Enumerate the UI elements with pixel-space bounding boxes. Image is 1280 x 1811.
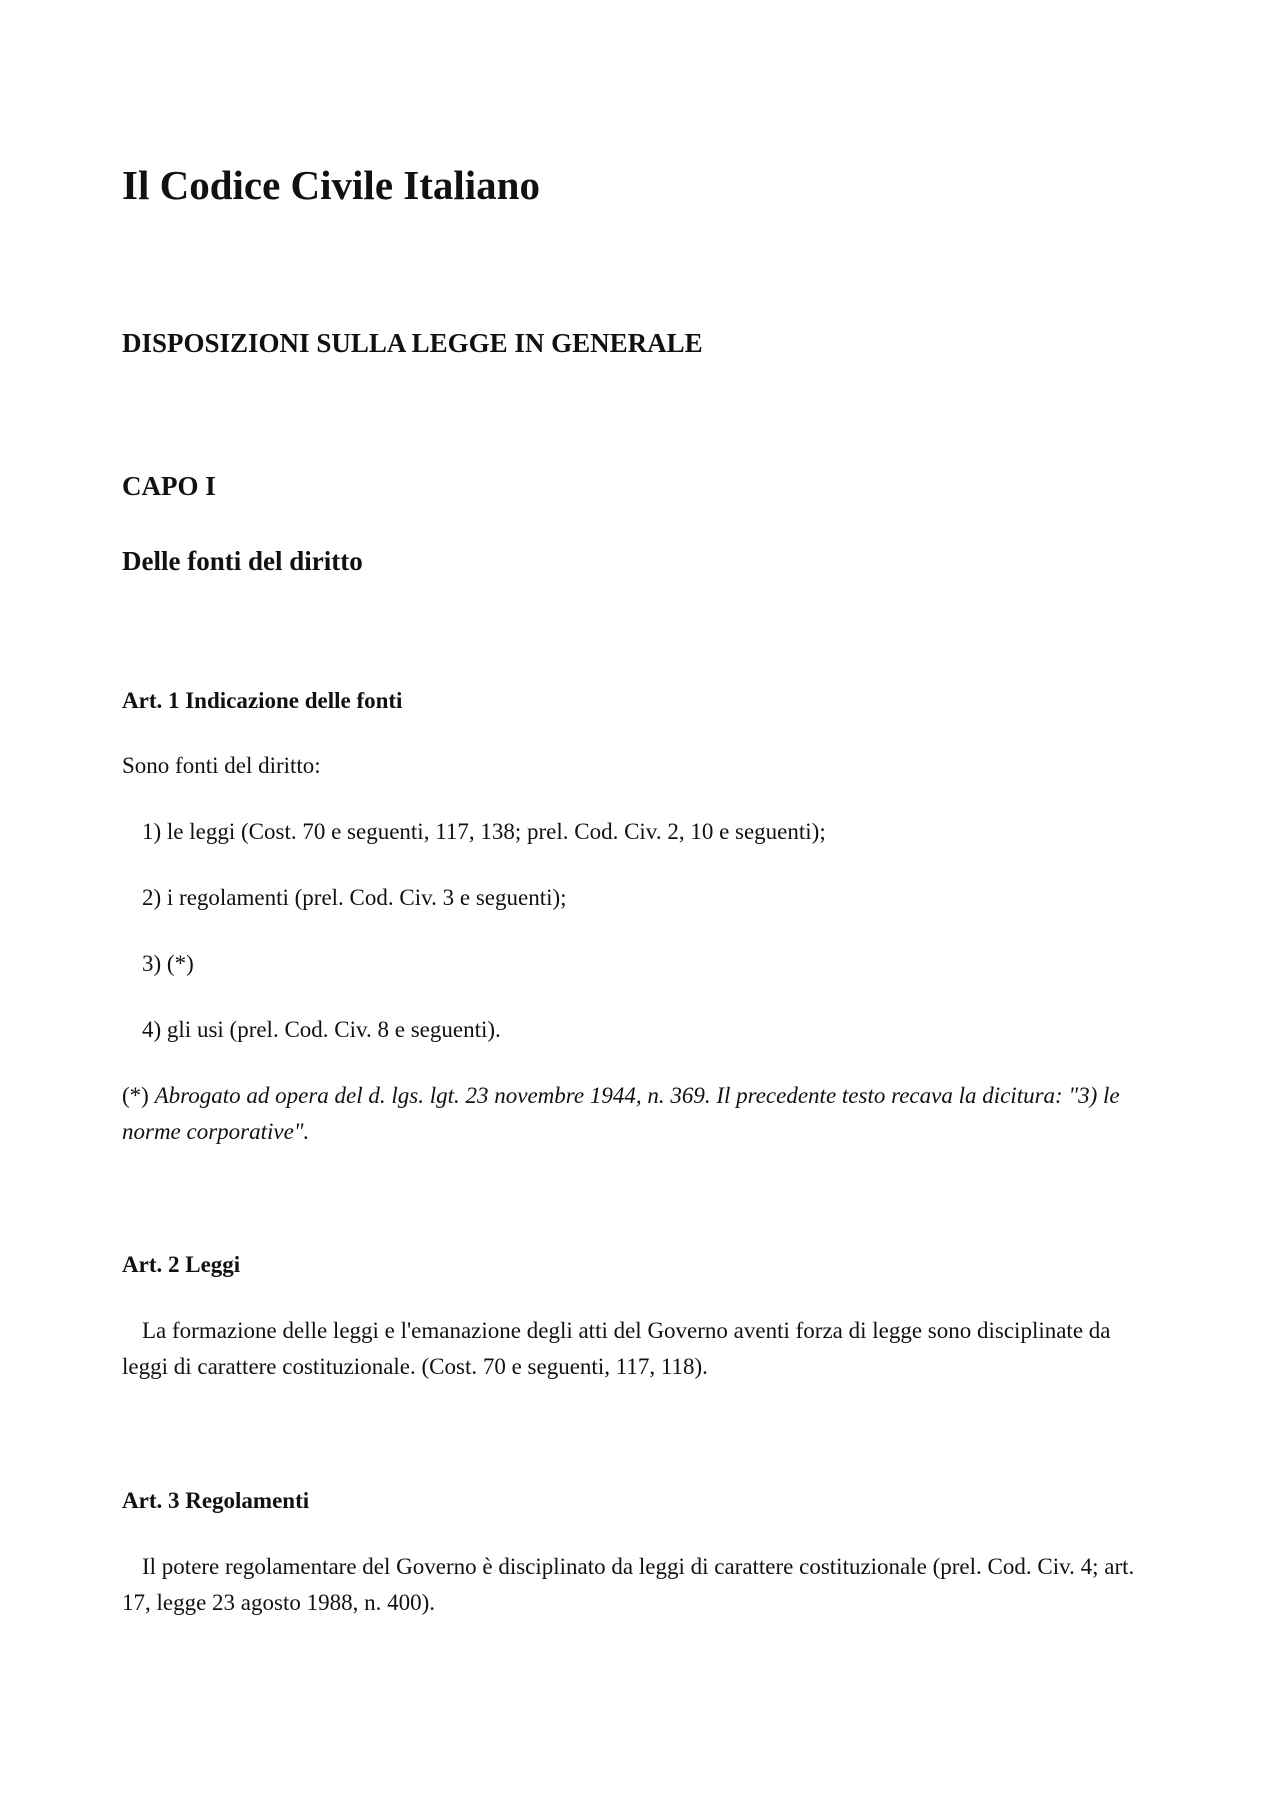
- article-1-item-3: 3) (*): [142, 951, 194, 976]
- section-title: DISPOSIZIONI SULLA LEGGE IN GENERALE: [122, 328, 703, 358]
- article-1-intro: Sono fonti del diritto:: [122, 753, 321, 778]
- chapter-title: Delle fonti del diritto: [122, 546, 363, 576]
- article-1-footnote: [122, 1078, 1142, 1150]
- document-title: Il Codice Civile Italiano: [122, 162, 540, 208]
- article-3-body: Il potere regolamentare del Governo è disciplinato da leggi di carattere costituzionale (prel. Cod. Civ. 4; art. 17, legge 23 agosto 1988, n. 400).: [122, 1554, 1135, 1615]
- article-1-heading: Art. 1 Indicazione delle fonti: [122, 688, 403, 713]
- footnote-text: Abrogato ad opera del d. lgs. lgt. 23 novembre 1944, n. 369. Il precedente testo recava la dicitura: "3) le norme corporative".: [122, 1083, 1120, 1144]
- footnote-marker: (*): [122, 1083, 149, 1108]
- chapter-label: CAPO I: [122, 471, 216, 501]
- article-1-item-2: 2) i regolamenti (prel. Cod. Civ. 3 e seguenti);: [142, 885, 567, 910]
- article-1-item-1: 1) le leggi (Cost. 70 e seguenti, 117, 138; prel. Cod. Civ. 2, 10 e seguenti);: [142, 819, 826, 844]
- article-2-heading: Art. 2 Leggi: [122, 1252, 241, 1277]
- article-1-item-4: 4) gli usi (prel. Cod. Civ. 8 e seguenti).: [142, 1017, 501, 1042]
- article-2-body: La formazione delle leggi e l'emanazione degli atti del Governo aventi forza di legge sono disciplinate da leggi di carattere costituzionale. (Cost. 70 e seguenti, 117, 118).: [122, 1318, 1111, 1379]
- article-3-heading: Art. 3 Regolamenti: [122, 1488, 310, 1513]
